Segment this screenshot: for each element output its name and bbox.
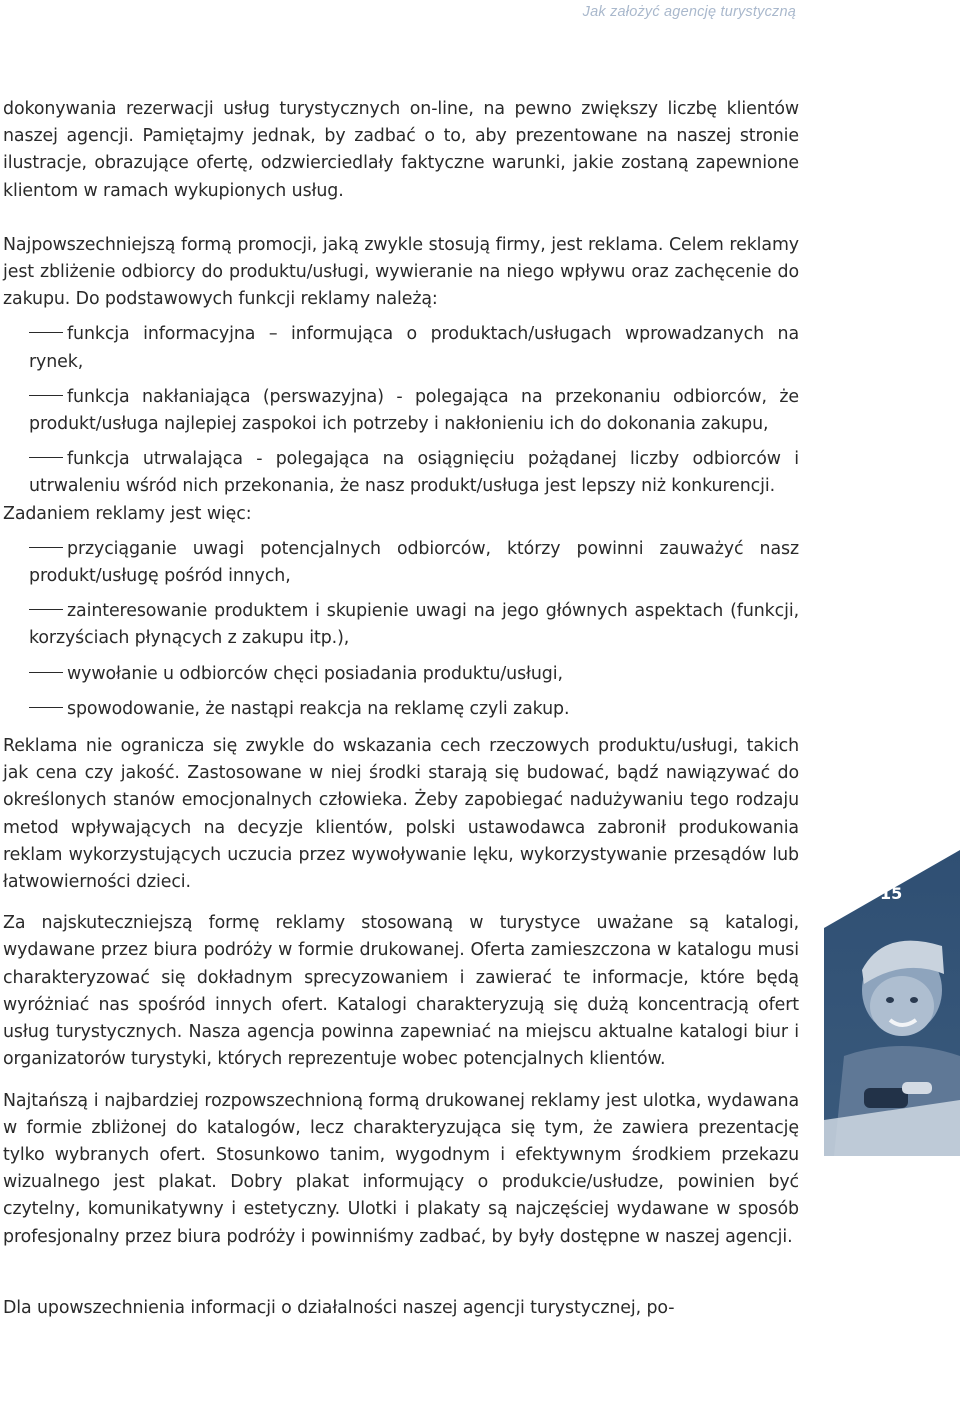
tasks-intro: Zadaniem reklamy jest więc: [3,503,252,524]
dash-bullet-icon [29,457,63,458]
paragraph-advertising: Najpowszechniejszą formą promocji, jaką zwykle stosują firmy, jest reklama. Celem reklamy jest zbliżenie odbiorcy do produktu/usługi, wywieranie na niego wpływu oraz zachęcenie do zakupu. Do podstawowych funkcji reklamy należą: [3,234,799,310]
list-item: wywołanie u odbiorców chęci posiadania produktu/usługi, [3,661,799,688]
decorative-photo-child [824,850,960,1156]
dash-bullet-icon [29,707,63,708]
list-item: spowodowanie, że nastąpi reakcja na reklamę czyli zakup. [3,696,799,723]
page-number: 15 [880,884,903,903]
paragraph-intro: dokonywania rezerwacji usług turystycznych on-line, na pewno zwiększy liczbę klientów naszej agencji. Pamiętajmy jednak, by zadbać o to, aby prezentowane na naszej stronie ilustracje, obrazujące ofertę, odzwierciedlały faktyczne warunki, jakie zostaną zapewnione klientom w ramach wykupionych usług. [3,99,799,201]
dash-bullet-icon [29,672,63,673]
dash-bullet-icon [29,395,63,396]
list-item: funkcja utrwalająca - polegająca na osiągnięciu pożądanej liczby odbiorców i utrwaleniu wśród nich przekonania, że nasz produkt/usługa jest lepszy niż konkurencji. [29,449,799,497]
functions-list [3,321,799,500]
list-item: funkcja nakłaniająca (perswazyjna) - polegająca na przekonaniu odbiorców, że produkt/usługa najlepiej zaspokoi ich potrzeby i nakłonieniu ich do dokonania zakupu, [29,386,799,435]
running-header-title: Jak założyć agencję turystyczną [582,4,796,20]
tasks-list [3,536,799,723]
dash-bullet-icon [29,609,63,610]
paragraph-final: Dla upowszechnienia informacji o działalności naszej agencji turystycznej, po- [3,1297,675,1318]
list-item: funkcja informacyjna – informująca o produktach/usługach wprowadzanych na rynek, [29,324,799,372]
dash-bullet-icon [29,547,63,548]
list-item: zainteresowanie produktem i skupienie uwagi na jego głównych aspektach (funkcji, korzyściach płynących z zakupu itp.), [29,601,799,649]
paragraph-catalogs: Za najskuteczniejszą formę reklamy stosowaną w turystyce uważane są katalogi, wydawane przez biura podróży w formie drukowanej. Oferta zamieszczona w katalogu musi charakteryzować się dokładnym sprecyzowaniem i zawierać te informacje, które będą wyróżniać nas spośród innych ofert. Katalogi charakteryzują się dużą koncentracją ofert usług turystycznych. Nasza agencja powinna zapewniać na miejscu aktualne katalogi biur i organizatorów turystyki, których reprezentuje wobec potencjalnych klientów. [3,913,799,1070]
paragraph-emotions: Reklama nie ogranicza się zwykle do wskazania cech rzeczowych produktu/usługi, takich jak cena czy jakość. Zastosowane w niej środki starają się budować, bądź nawiązywać do określonych stanów emocjonalnych człowieka. Żeby zapobiegać nadużywaniu tego rodzaju metod wpływających na decyzje klientów, polski ustawodawca zabronił produkowania reklam wykorzystujących uczucia przez wywoływanie lęku, wykorzystywanie przesądów lub łatwowierności dzieci. [3,736,799,893]
dash-bullet-icon [29,332,63,333]
paragraph-leaflets: Najtańszą i najbardziej rozpowszechnioną formą drukowanej reklamy jest ulotka, wydawana w formie zbliżonej do katalogów, lecz charakteryzująca się tym, że zawiera prezentację tylko wybranych ofert. Stosunkowo tanim, wygodnym i efektywnym środkiem przekazu wizualnego jest plakat. Dobry plakat informujący o produkcie/usłudze, powinien być czytelny, komunikatywny i estetyczny. Ulotki i plakaty są najczęściej wydawane w sposób profesjonalny przez biura podróży i powinniśmy zadbać, by były dostępne w naszej agencji. [3,1090,799,1247]
list-item: przyciąganie uwagi potencjalnych odbiorców, którzy powinni zauważyć nasz produkt/usługę pośród innych, [29,538,799,587]
page-body [3,96,799,1322]
